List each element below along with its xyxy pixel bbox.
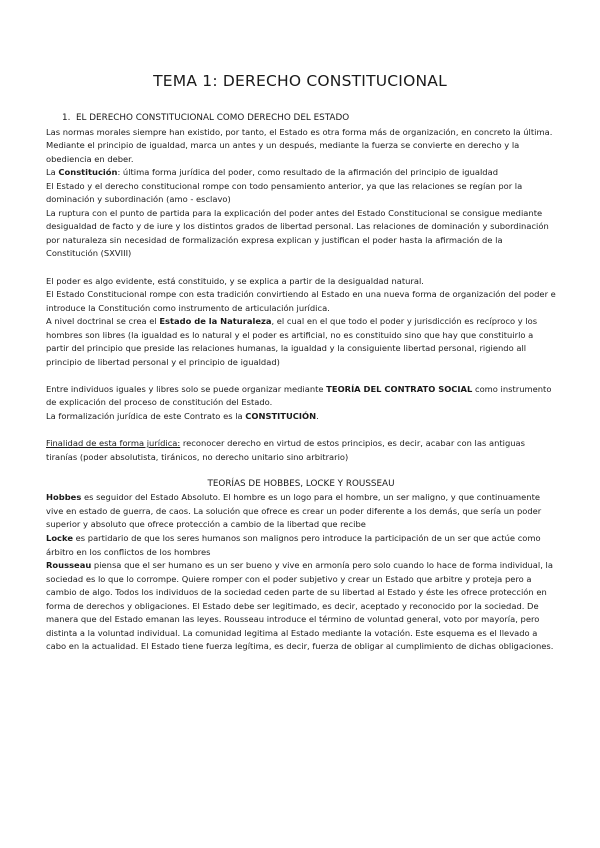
paragraph-5: La ruptura con el punto de partida para la explicación del poder antes del Estado Constitucional se consigue mediante desigualdad de facto y de iure y los distintos grados de libertad personal. Las relaciones de dominación y subordinación por naturaleza sin necesidad de formalización expresa explican y justifican el poder hasta la afirmación de la Constitución (SXVIII) — [46, 207, 549, 259]
rousseau-text: piensa que el ser humano es un ser bueno y vive en armonía pero solo cuando lo hace de forma individual, la sociedad es lo que lo corrompe. Quiere romper con el poder subjetivo y crear un Estado que arbitre y proteja pero a cambio de algo. Todos los individuos de la sociedad ceden parte de su libertad al Estado y éste les ofrece protección en forma de derechos y obligaciones. El Estado debe ser legitimado, es decir, aceptado y reconocido por la sociedad. De manera que del Estado emanan las leyes. Rousseau introduce el término de voluntad general, voto por mayoría, pero distinta a la voluntad individual. La comunidad legitima al Estado mediante la votación. Este esquema es el llevado a cabo en la actualidad. El Estado tiene fuerza legítima, es decir, fuerza de obligar al cumplimiento de dichas obligaciones. — [46, 560, 554, 652]
paragraph-8 — [46, 315, 556, 369]
locke-name: Locke — [46, 532, 73, 543]
contrato-social-term: TEORÍA DEL CONTRATO SOCIAL — [326, 383, 473, 394]
constitucion-caps-term: CONSTITUCIÓN — [245, 411, 317, 422]
paragraph-10-pre: La formalización jurídica de este Contrato es la — [46, 411, 246, 422]
paragraph-10 — [46, 410, 556, 424]
hobbes-name: Hobbes — [46, 492, 82, 503]
spacer — [46, 464, 556, 478]
document-body — [46, 112, 556, 654]
paragraph-11 — [46, 437, 556, 464]
estado-naturaleza-term: Estado de la Naturaleza — [159, 316, 272, 327]
paragraph-2: Mediante el principio de igualdad, marca un antes y un después, mediante la fuerza se convierte en derecho y la obediencia en deber. — [46, 140, 520, 164]
spacer — [46, 369, 556, 383]
paragraph-9-post: como instrumento de explicación del proceso de constitución del Estado. — [46, 383, 552, 408]
paragraph-9 — [46, 383, 556, 410]
paragraph-3 — [46, 166, 556, 180]
rousseau-paragraph — [46, 559, 556, 654]
paragraph-9-pre: Entre individuos iguales y libres solo se puede organizar mediante — [46, 383, 327, 394]
paragraph-8-post: , el cual en el que todo el poder y jurisdicción es recíproco y los hombres son libres (la igualdad es lo natural y el poder es artificial, no es constituido sino que hay que constituirlo a partir del principio que preside las relaciones humanas, la igualdad y la consiguiente libertad personal, rigiendo all principio de libertad personal y el principio de igualdad) — [46, 316, 538, 367]
constitucion-term: Constitución — [58, 167, 118, 178]
hobbes-text: es seguidor del Estado Absoluto. El hombre es un logo para el hombre, un ser maligno, y que continuamente vive en estado de guerra, de caos. La solución que ofrece es crear un poder diferente a los demás, que sería un poder superior y absoluto que ofrece protección a cambio de la libertad que recibe — [46, 492, 542, 530]
document-title: TEMA 1: DERECHO CONSTITUCIONAL — [153, 72, 447, 90]
locke-text: es partidario de que los seres humanos son malignos pero introduce la participación de un ser que actúe como árbitro en los conflictos de los hombres — [46, 532, 541, 557]
spacer — [46, 261, 556, 275]
spacer — [46, 424, 556, 438]
rousseau-name: Rousseau — [46, 560, 92, 571]
section-1-heading-text: EL DERECHO CONSTITUCIONAL COMO DERECHO DEL ESTADO — [76, 113, 350, 123]
paragraph-7: El Estado Constitucional rompe con esta tradición convirtiendo al Estado en una nueva forma de organización del poder e introduce la Constitución como instrumento de articulación jurídica. — [46, 289, 556, 313]
paragraph-4: El Estado y el derecho constitucional rompe con todo pensamiento anterior, ya que las relaciones se regían por la dominación y subordinación (amo - esclavo) — [46, 180, 523, 205]
paragraph-8-pre: A nivel doctrinal se crea el — [46, 316, 160, 327]
finalidad-label: Finalidad de esta forma jurídica: — [46, 438, 181, 449]
paragraph-6: El poder es algo evidente, está constituido, y se explica a partir de la desigualdad natural. — [46, 275, 424, 286]
section-1-number: 1. — [62, 113, 71, 123]
paragraph-3-pre: La — [46, 167, 59, 178]
section-1-heading — [46, 112, 556, 126]
paragraph-1: Las normas morales siempre han existido, por tanto, el Estado es otra forma más de organización, en concreto la última. — [46, 126, 553, 137]
paragraph-10-post: . — [316, 411, 319, 422]
paragraph-3-post: : última forma jurídica del poder, como resultado de la afirmación del principio de igualdad — [117, 167, 499, 178]
section-2-heading: TEORÍAS DE HOBBES, LOCKE Y ROUSSEAU — [207, 478, 395, 489]
hobbes-paragraph — [46, 491, 556, 532]
locke-paragraph — [46, 532, 556, 559]
paragraph-11-post: reconocer derecho en virtud de estos principios, es decir, acabar con las antiguas tiranías (poder absolutista, tiránicos, no derecho unitario sino arbitrario) — [46, 438, 526, 462]
